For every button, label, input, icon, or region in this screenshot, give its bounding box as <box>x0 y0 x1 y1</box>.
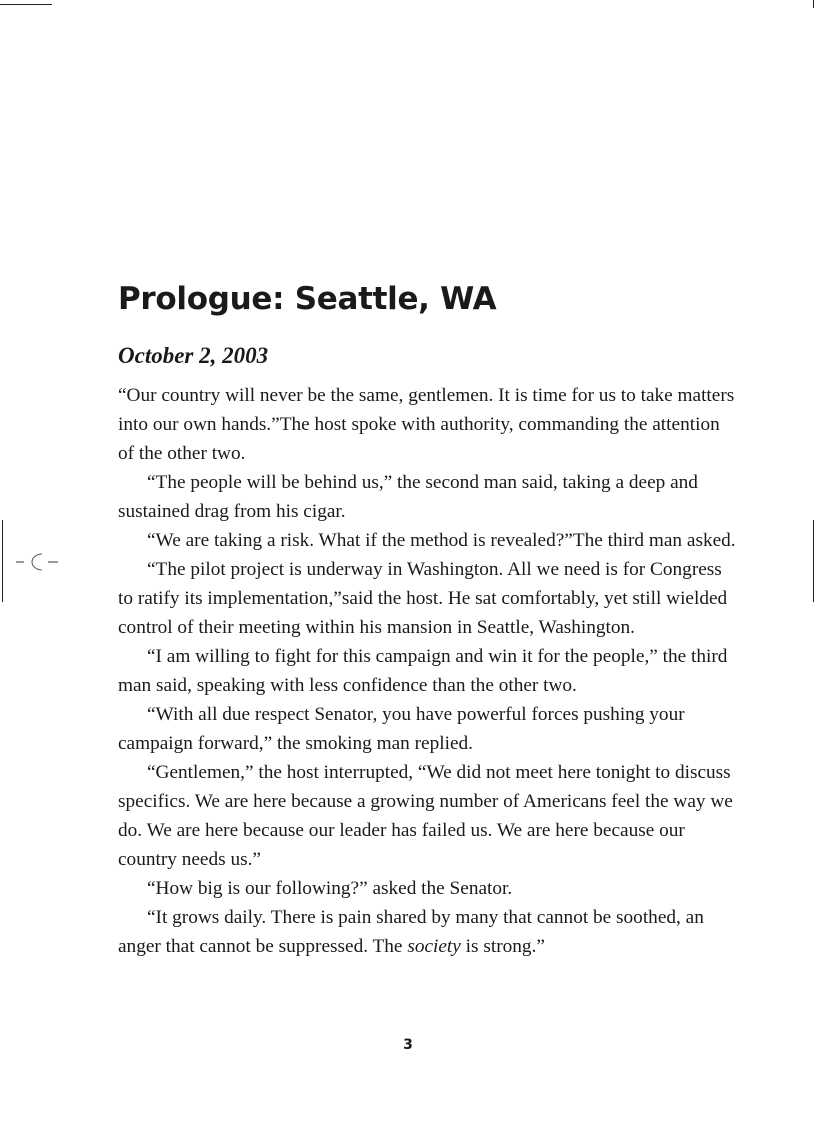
date-heading: October 2, 2003 <box>118 343 269 368</box>
paragraph: “I am willing to fight for this campaign and win it for the people,” the third man said, speaking with less confidence than the other two. <box>118 646 728 696</box>
paragraph: “We are taking a risk. What if the method is revealed?”The third man asked. <box>147 530 736 551</box>
chapter-title: Prologue: Seattle, WA <box>118 281 497 317</box>
crop-mark-top <box>0 4 52 5</box>
crop-mark-left <box>2 520 3 602</box>
paragraph: “Our country will never be the same, gentlemen. It is time for us to take matters into our own hands.”The host spoke with authority, commanding the attention of the other two. <box>118 385 735 464</box>
crop-mark-right <box>813 520 814 602</box>
paragraph-text: “It grows daily. There is pain shared by many that cannot be soothed, an anger that cannot be suppressed. The <box>118 907 704 957</box>
paragraph: “The people will be behind us,” the second man said, taking a deep and sustained drag from his cigar. <box>118 472 698 522</box>
crop-mark-top-right <box>813 0 814 8</box>
paragraph: “Gentlemen,” the host interrupted, “We did not meet here tonight to discuss specifics. We are here because a growing number of Americans feel the way we do. We are here because our leader has failed us. We are here because our country needs us.” <box>118 762 733 870</box>
body-text <box>118 381 738 961</box>
paragraph: “With all due respect Senator, you have powerful forces pushing your campaign forward,” the smoking man replied. <box>118 704 685 754</box>
paragraph: “How big is our following?” asked the Senator. <box>147 878 513 899</box>
paragraph-last <box>118 903 738 961</box>
page-number: 3 <box>403 1037 413 1053</box>
paragraph-text-end: is strong.” <box>460 936 545 957</box>
emphasis-word: society <box>407 936 461 957</box>
paragraph: “The pilot project is underway in Washington. All we need is for Congress to ratify its implementation,”said the host. He sat comfortably, yet still wielded control of their meeting within his mansion in Seattle, Washington. <box>118 559 728 638</box>
registration-mark-icon <box>16 548 58 576</box>
